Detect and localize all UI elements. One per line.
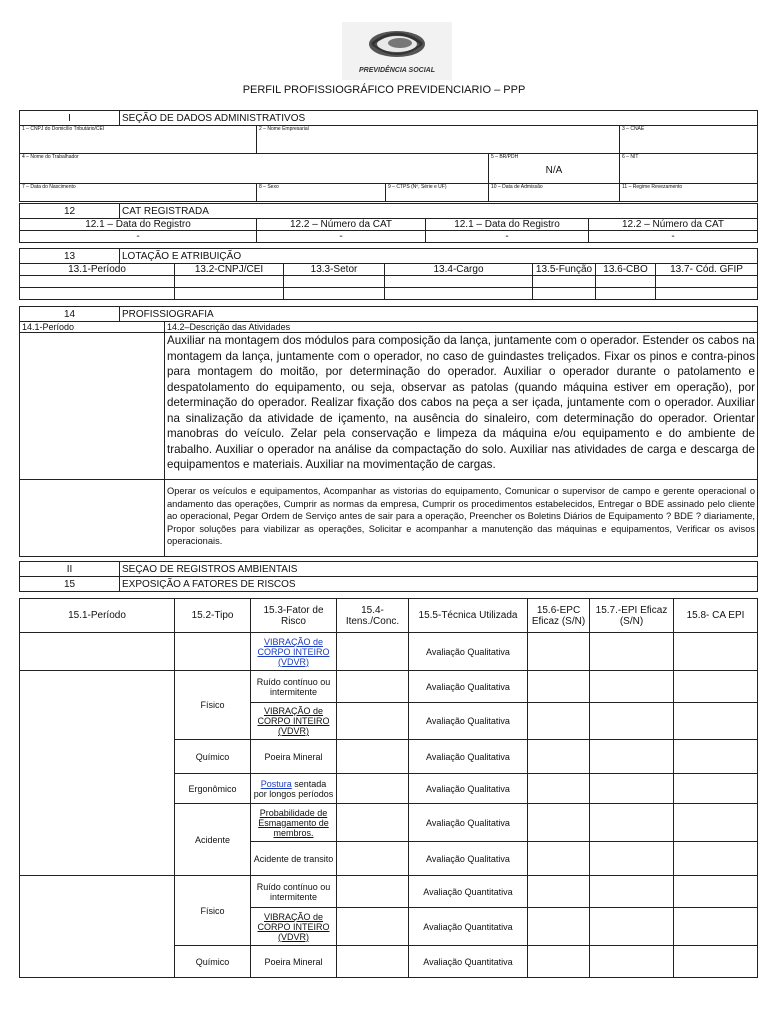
tipo: Acidente xyxy=(175,804,251,876)
lotacao-header: 13.4-Cargo xyxy=(385,264,533,276)
cat-header: 12.1 – Data do Registro xyxy=(426,219,589,231)
lotacao-header: 13.2-CNPJ/CEI xyxy=(175,264,284,276)
tecnica: Avaliação Quantitativa xyxy=(409,908,528,946)
cat-header: 12.2 – Número da CAT xyxy=(257,219,426,231)
risk-header: 15.8- CA EPI xyxy=(674,599,758,633)
profissiografia-section xyxy=(19,306,758,557)
cat-value: - xyxy=(257,231,426,243)
section-num: 14 xyxy=(20,307,120,322)
logo-text: PREVIDÊNCIA SOCIAL xyxy=(359,67,435,74)
field-brpdh-value: N/A xyxy=(545,165,563,176)
risk-header: 15.5-Técnica Utilizada xyxy=(409,599,528,633)
field-nascimento: 7 – Data do Nascimento xyxy=(20,184,257,202)
previdencia-logo xyxy=(342,22,452,80)
cat-header: 12.1 – Data do Registro xyxy=(20,219,257,231)
tecnica: Avaliação Qualitativa xyxy=(409,842,528,876)
cat-value: - xyxy=(20,231,257,243)
activity-description-operator: Operar os veículos e equipamentos, Acompanhar as vistorias do equipamento, Comunicar o supervisor de campo e gerente operacional o andamento das operações, Cumprir as normas da empresa, Cumprir os procedimentos estabelecidos, Entregar o BDE assinado pelo cliente ao operacional, Pegar Ordem de Serviço antes de sair para a operação, Preencher os Boletins Diários de Equipamento ? BDE ? diariamente, Propor soluções para viabilizar as operações, Solicitar e acompanhar a manutenção das máquinas e equipamentos, Verificar os avisos operacionais. xyxy=(165,480,758,557)
admin-section xyxy=(19,110,758,202)
tecnica: Avaliação Qualitativa xyxy=(409,804,528,842)
section-title: SEÇÃO DE DADOS ADMINISTRATIVOS xyxy=(120,111,758,126)
field-brpdh-label: 5 – BR/PDH xyxy=(491,154,519,160)
fator-risco: Poeira Mineral xyxy=(251,740,337,774)
cat-value: - xyxy=(426,231,589,243)
fator-risco: Poeira Mineral xyxy=(251,946,337,978)
tipo: Químico xyxy=(175,946,251,978)
field-nome-empresarial: 2 – Nome Empresarial xyxy=(257,126,620,154)
activity-description: Auxiliar na montagem dos módulos para composição da lança, juntamente com o operador. Estender os cabos na montagem da lança, juntamente com o operador, no caso de guindastes treliçados. Fixar os pinos e contra-pinos para montagem do moitão, por determinação do operador. Auxiliar o operador durante o patolamento e despatolamento do equipamento, ou seja, observar as patolas (quando máquina estiver em operação), por determinação do operador. Realizar fixação dos cabos na peça a ser içada, juntamente com o operador. Auxiliar na sinalização da atividade de içamento, na ausência do sinaleiro, com determinação do operador. Orientar manobras do veículo. Zelar pela conservação e limpeza da máquina e/ou equipamento e do ambiente de trabalho. Auxiliar o operador na análise da compactação do solo. Auxiliar nas atividades de carga e descarga de equipamentos e materiais. Auxiliar na movimentação de cargas. xyxy=(165,333,758,480)
tecnica: Avaliação Qualitativa xyxy=(409,774,528,804)
field-cnae: 3 – CNAE xyxy=(620,126,758,154)
descricao-header: 14.2–Descrição das Atividades xyxy=(165,322,758,333)
fator-risco: Acidente de transito xyxy=(251,842,337,876)
lotacao-header: 13.3-Setor xyxy=(284,264,385,276)
cat-section xyxy=(19,203,758,243)
periodo-header: 14.1-Período xyxy=(20,322,165,333)
lotacao-header: 13.7- Cód. GFIP xyxy=(656,264,758,276)
section-title: SEÇAO DE REGISTROS AMBIENTAIS xyxy=(120,562,758,577)
section-num: 13 xyxy=(20,249,120,264)
field-revezamento: 11 – Regime Revezamento xyxy=(620,184,758,202)
table-row xyxy=(20,671,758,703)
lotacao-section xyxy=(19,248,758,300)
tecnica: Avaliação Qualitativa xyxy=(409,740,528,774)
lotacao-header: 13.6-CBO xyxy=(596,264,656,276)
tipo: Ergonômico xyxy=(175,774,251,804)
fator-risco: Probabilidade de Esmagamento de membros. xyxy=(251,804,337,842)
fator-risco: Ruído contínuo ou intermitente xyxy=(251,671,337,703)
table-row xyxy=(20,633,758,671)
section-title: CAT REGISTRADA xyxy=(120,204,758,219)
fator-risco xyxy=(251,633,337,671)
table-row xyxy=(20,876,758,908)
field-brpdh xyxy=(489,154,620,184)
section-title: EXPOSIÇÃO A FATORES DE RISCOS xyxy=(120,577,758,592)
fator-risco xyxy=(251,774,337,804)
lotacao-header: 13.1-Período xyxy=(20,264,175,276)
fator-risco: VIBRAÇÃO de CORPO INTEIRO (VDVR) xyxy=(251,908,337,946)
fator-risco-rest: sentada por longos períodos xyxy=(253,778,334,799)
cat-header: 12.2 – Número da CAT xyxy=(589,219,758,231)
field-ctps: 9 – CTPS (Nº, Série e UF) xyxy=(386,184,489,202)
tecnica: Avaliação Qualitativa xyxy=(409,703,528,740)
document-title: PERFIL PROFISSIOGRÁFICO PREVIDENCIARIO – PPP xyxy=(242,84,526,96)
tipo: Químico xyxy=(175,740,251,774)
field-sexo: 8 – Sexo xyxy=(257,184,386,202)
tipo: Físico xyxy=(175,671,251,740)
risk-header: 15.3-Fator de Risco xyxy=(251,599,337,633)
tipo: Físico xyxy=(175,876,251,946)
tecnica: Avaliação Qualitativa xyxy=(409,633,528,671)
field-admissao: 10 – Data de Admissão xyxy=(489,184,620,202)
section-num: I xyxy=(20,111,120,126)
risk-header: 15.4-Itens./Conc. xyxy=(337,599,409,633)
section-num: II xyxy=(20,562,120,577)
fator-risco: Ruído contínuo ou intermitente xyxy=(251,876,337,908)
section-num: 15 xyxy=(20,577,120,592)
postura-link[interactable]: Postura xyxy=(260,778,292,789)
fator-risco: VIBRAÇÃO de CORPO INTEIRO (VDVR) xyxy=(251,703,337,740)
fator-risco-link[interactable]: VIBRAÇÃO de CORPO INTEIRO (VDVR) xyxy=(257,636,330,667)
lotacao-header: 13.5-Função xyxy=(533,264,596,276)
section-num: 12 xyxy=(20,204,120,219)
field-nome-trabalhador: 4 – Nome do Trabalhador xyxy=(20,154,489,184)
risk-header: 15.6-EPC Eficaz (S/N) xyxy=(528,599,590,633)
risk-header: 15.2-Tipo xyxy=(175,599,251,633)
section-title: PROFISSIOGRAFIA xyxy=(120,307,758,322)
risk-header: 15.1-Período xyxy=(20,599,175,633)
field-cnpj: 1 – CNPJ do Domicílio Tributário/CEI xyxy=(20,126,257,154)
risk-header: 15.7.-EPI Eficaz (S/N) xyxy=(590,599,674,633)
tecnica: Avaliação Quantitativa xyxy=(409,876,528,908)
cat-value: - xyxy=(589,231,758,243)
section-title: LOTAÇÃO E ATRIBUIÇÃO xyxy=(120,249,758,264)
tecnica: Avaliação Qualitativa xyxy=(409,671,528,703)
field-nit: 6 – NIT xyxy=(620,154,758,184)
risk-factors-table xyxy=(19,598,758,978)
tecnica: Avaliação Quantitativa xyxy=(409,946,528,978)
registros-ambientais-section xyxy=(19,561,758,592)
